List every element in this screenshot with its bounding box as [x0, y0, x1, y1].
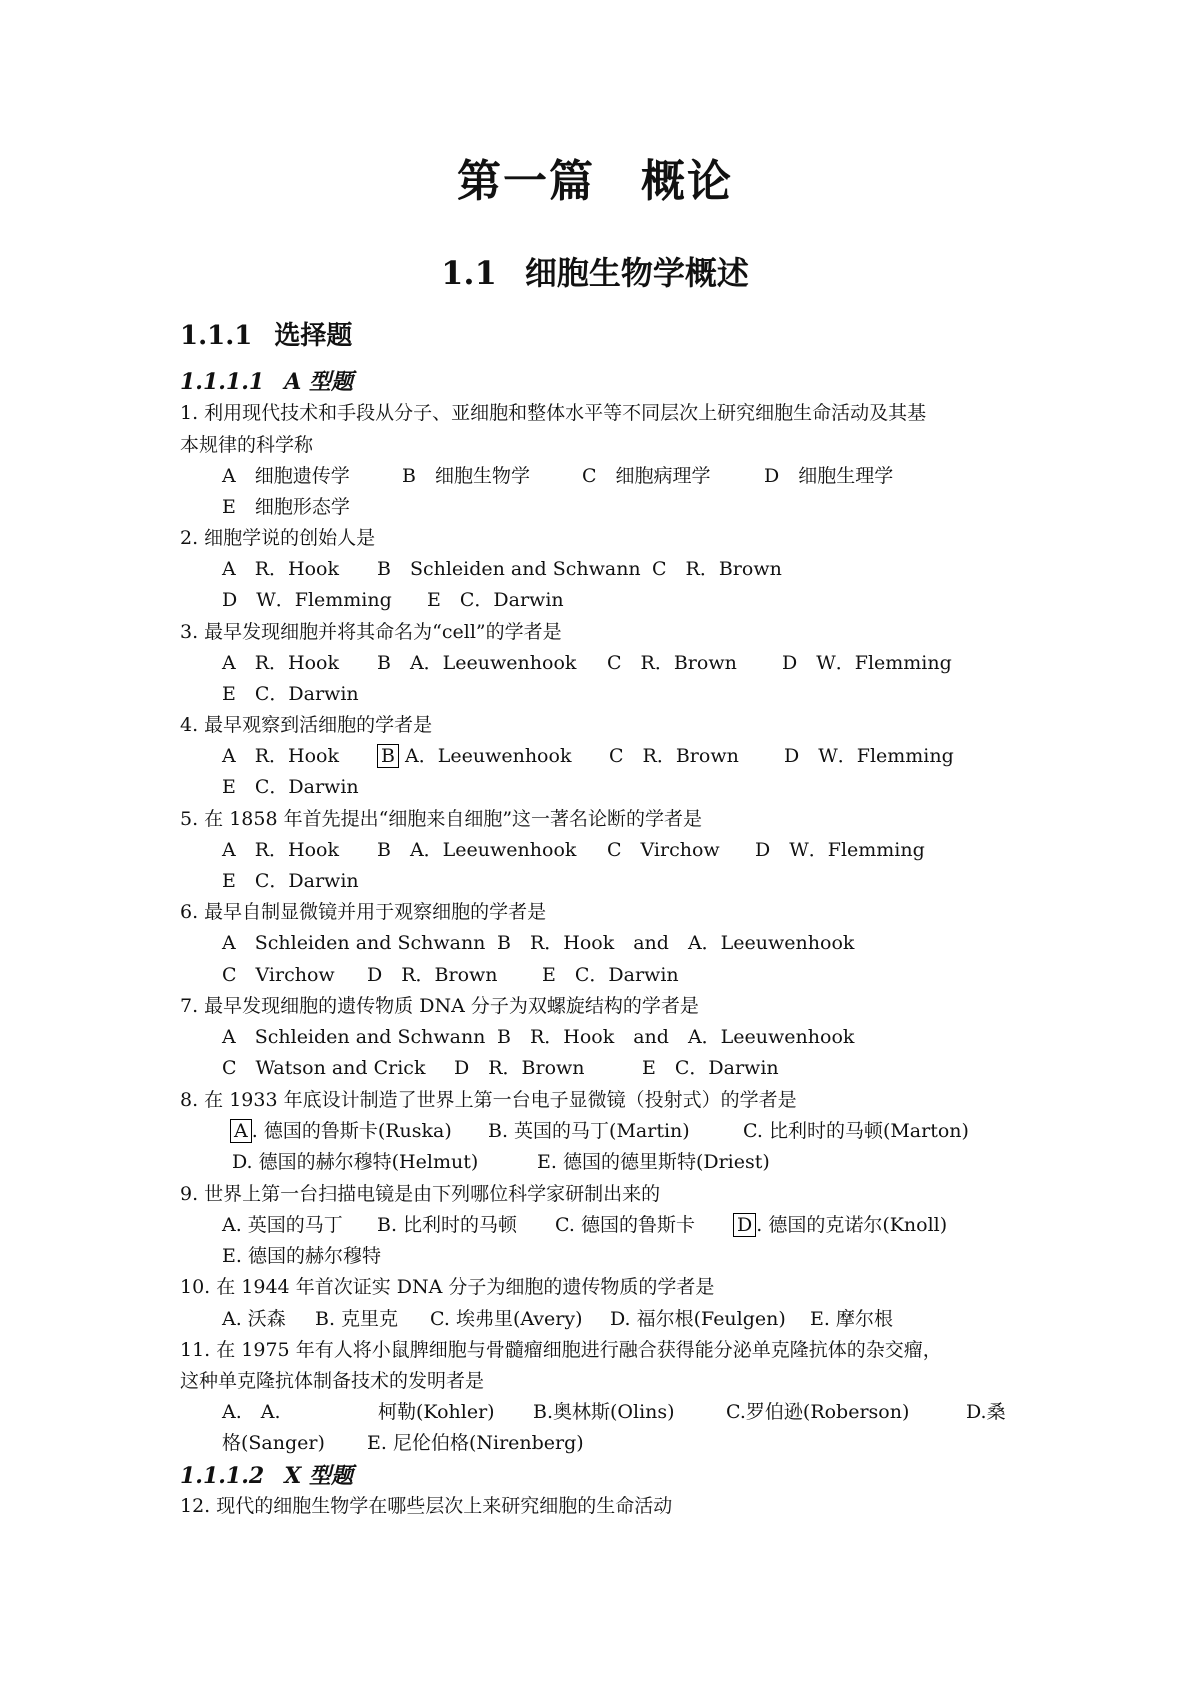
option-c: C.罗伯逊(Roberson)	[726, 1401, 910, 1423]
question-7-stem: 7. 最早发现细胞的遗传物质 DNA 分子为双螺旋结构的学者是	[180, 995, 699, 1017]
option-e: E. 德国的德里斯特(Driest)	[537, 1151, 770, 1173]
option-a: A R．Hook	[222, 745, 339, 767]
option-a: A Schleiden and Schwann	[222, 1026, 486, 1048]
answer-mark-box: A	[230, 1119, 252, 1143]
question-11-options-row2	[222, 1428, 584, 1455]
question-6-options-row2	[222, 960, 679, 987]
option-b	[377, 741, 609, 768]
question-9-stem: 9. 世界上第一台扫描电镜是由下列哪位科学家研制出来的	[180, 1183, 661, 1205]
question-3-stem: 3. 最早发现细胞并将其命名为“cell”的学者是	[180, 621, 562, 643]
option-b: B R．Hook and A．Leeuwenhook	[497, 932, 855, 954]
option-e: E C．Darwin	[222, 870, 359, 892]
question-2-options-row2	[222, 585, 564, 612]
option-c: C Watson and Crick	[222, 1057, 426, 1079]
x-type-title: X 型题	[284, 1463, 353, 1489]
option-c: C. 埃弗里(Avery)	[430, 1308, 583, 1330]
question-5-options	[222, 835, 925, 862]
option-e: E C．Darwin	[222, 776, 359, 798]
option-b: B.奥林斯(Olins)	[533, 1401, 675, 1423]
option-c: C R．Brown	[607, 652, 737, 674]
option-d: D. 福尔根(Feulgen)	[610, 1308, 786, 1330]
option-b-text: A．Leeuwenhook	[405, 745, 572, 767]
option-e: E. 尼伦伯格(Nirenberg)	[367, 1432, 584, 1454]
question-2-stem: 2. 细胞学说的创始人是	[180, 527, 376, 549]
option-e: E C．Darwin	[222, 683, 359, 705]
option-d: D. 德国的赫尔穆特(Helmut)	[232, 1151, 479, 1173]
question-7-options-row2	[222, 1053, 779, 1080]
option-e: E 细胞形态学	[222, 496, 350, 518]
question-7-options	[222, 1022, 854, 1049]
option-a: A R．Hook	[222, 652, 339, 674]
option-a: A R．Hook	[222, 558, 339, 580]
option-d: D W．Flemming	[784, 745, 954, 767]
a-type-title: A 型题	[284, 369, 353, 395]
option-b: B A．Leeuwenhook	[377, 652, 577, 674]
option-c: C. 比利时的马顿(Marton)	[743, 1120, 969, 1142]
option-d	[733, 1210, 947, 1237]
question-11-stem: 11. 在 1975 年有人将小鼠脾细胞与骨髓瘤细胞进行融合获得能分泌单克隆抗体的杂交瘤，	[180, 1339, 942, 1361]
option-d: D W．Flemming	[755, 839, 925, 861]
option-c: C. 德国的鲁斯卡	[555, 1214, 695, 1236]
option-b: B A．Leeuwenhook	[377, 839, 577, 861]
option-a: 柯勒(Kohler)	[378, 1401, 495, 1423]
option-e: E. 摩尔根	[810, 1308, 893, 1330]
option-a: A. 沃森	[222, 1308, 286, 1330]
option-c: C Virchow	[222, 964, 335, 986]
option-c: C R．Brown	[652, 558, 782, 580]
question-9-options	[222, 1210, 947, 1237]
option-a: A R．Hook	[222, 839, 339, 861]
question-11-options	[222, 1397, 1006, 1424]
option-c: C 细胞病理学	[582, 465, 711, 487]
question-4-options	[222, 741, 954, 768]
question-8-options	[230, 1116, 969, 1143]
a-type-heading	[180, 365, 353, 396]
x-type-heading	[180, 1459, 353, 1490]
question-6-stem: 6. 最早自制显微镜并用于观察细胞的学者是	[180, 901, 547, 923]
option-b: B Schleiden and Schwann	[377, 558, 641, 580]
option-a-text: . 德国的鲁斯卡(Ruska)	[251, 1120, 452, 1142]
option-a	[230, 1116, 488, 1143]
question-5-stem: 5. 在 1858 年首先提出“细胞来自细胞”这一著名论断的学者是	[180, 808, 703, 830]
subsection-title: 选择题	[274, 321, 353, 351]
question-12-stem: 12. 现代的细胞生物学在哪些层次上来研究细胞的生命活动	[180, 1495, 673, 1517]
option-d: D W．Flemming	[782, 652, 952, 674]
option-e: E C．Darwin	[427, 589, 564, 611]
question-4-stem: 4. 最早观察到活细胞的学者是	[180, 714, 433, 736]
question-1-stem-cont: 本规律的科学称	[180, 434, 314, 456]
option-d: D 细胞生理学	[764, 465, 894, 487]
subsection-number: 1.1.1	[180, 321, 253, 351]
option-d: D R．Brown	[367, 964, 498, 986]
option-a: A 细胞遗传学	[222, 465, 350, 487]
option-c: C Virchow	[607, 839, 720, 861]
option-e: E C．Darwin	[542, 964, 679, 986]
question-8-stem: 8. 在 1933 年底设计制造了世界上第一台电子显微镜（投射式）的学者是	[180, 1089, 797, 1111]
question-2-options	[222, 554, 782, 581]
question-8-options-row2	[232, 1147, 770, 1174]
question-1-options	[222, 461, 893, 488]
section-heading	[0, 248, 1190, 294]
answer-mark-box: B	[377, 744, 399, 768]
section-title: 细胞生物学概述	[524, 254, 749, 292]
option-d-cont: 格(Sanger)	[222, 1432, 325, 1454]
question-10-stem: 10. 在 1944 年首次证实 DNA 分子为细胞的遗传物质的学者是	[180, 1276, 715, 1298]
option-c: C R．Brown	[609, 745, 739, 767]
option-d-text: . 德国的克诺尔(Knoll)	[756, 1214, 948, 1236]
x-type-number: 1.1.1.2	[180, 1463, 265, 1489]
option-e: E. 德国的赫尔穆特	[222, 1245, 381, 1267]
question-6-options	[222, 928, 854, 955]
option-b: B. 比利时的马顿	[377, 1214, 518, 1236]
question-1-stem: 1. 利用现代技术和手段从分子、亚细胞和整体水平等不同层次上研究细胞生命活动及其基	[180, 402, 927, 424]
question-3-options	[222, 648, 952, 675]
question-11-stem-cont: 这种单克隆抗体制备技术的发明者是	[180, 1370, 485, 1392]
option-a: A Schleiden and Schwann	[222, 932, 486, 954]
option-a-prefix: A. A.	[222, 1401, 281, 1423]
a-type-number: 1.1.1.1	[180, 369, 265, 395]
option-d: D R．Brown	[454, 1057, 585, 1079]
option-e: E C．Darwin	[642, 1057, 779, 1079]
option-b: B R．Hook and A．Leeuwenhook	[497, 1026, 855, 1048]
option-d: D W．Flemming	[222, 589, 392, 611]
option-b: B 细胞生物学	[402, 465, 530, 487]
option-a: A. 英国的马丁	[222, 1214, 343, 1236]
option-b: B. 英国的马丁(Martin)	[488, 1120, 690, 1142]
question-10-options	[222, 1304, 893, 1331]
option-d: D.桑	[966, 1401, 1006, 1423]
section-number: 1.1	[441, 254, 497, 292]
part-title: 第一篇 概论	[457, 156, 733, 207]
subsection-heading	[180, 315, 352, 352]
answer-mark-box: D	[733, 1213, 756, 1237]
option-b: B. 克里克	[315, 1308, 399, 1330]
